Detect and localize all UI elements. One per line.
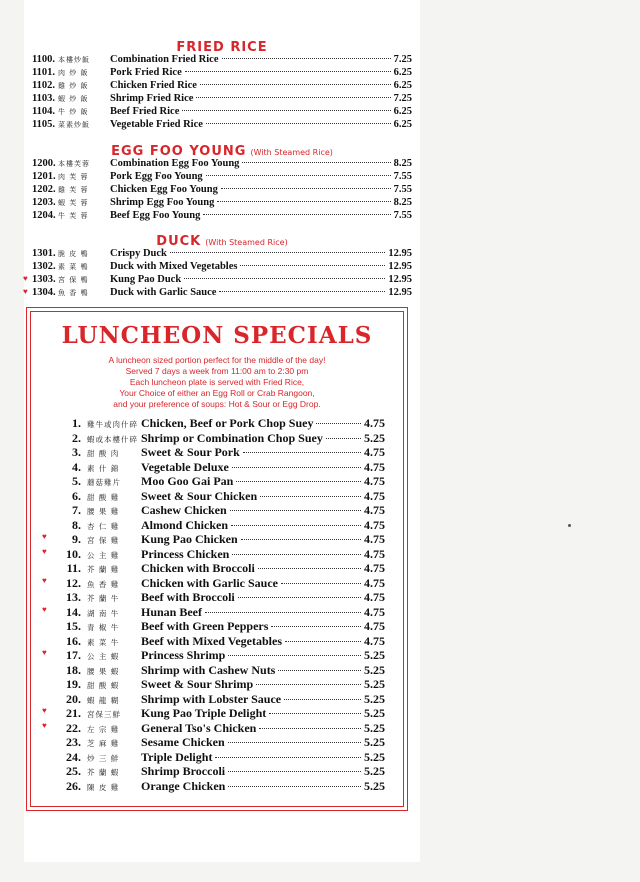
menu-item	[51, 416, 385, 431]
item-price: 4.75	[364, 561, 385, 575]
section-header	[24, 36, 420, 55]
menu-item	[42, 648, 385, 663]
item-chinese-name: 蝦 龍 糊	[87, 695, 120, 705]
section-note: (With Steamed Rice)	[205, 238, 288, 247]
fried-rice-section	[24, 36, 420, 130]
dot-leader	[196, 97, 390, 98]
item-name: Duck with Garlic Sauce	[110, 287, 217, 298]
item-price: 5.25	[364, 691, 385, 706]
item-chinese-name: 牛 芙 蓉	[58, 212, 89, 220]
intro-line: Your Choice of either an Egg Roll or Crab Rangoon,	[119, 388, 315, 398]
item-chinese-name: 蝦 芙 蓉	[58, 199, 89, 207]
dot-leader	[238, 597, 361, 598]
item-chinese-name: 蝦 炒 飯	[58, 95, 89, 103]
menu-item	[32, 67, 412, 80]
item-chinese-name: 牛 炒 飯	[58, 108, 89, 116]
dot-leader	[316, 423, 361, 424]
dot-leader	[230, 510, 361, 511]
item-chinese-name: 芥 蘭 蝦	[87, 768, 120, 777]
item-chinese-name: 宮 保 鴨	[58, 276, 89, 284]
item-chinese-name: 素 菜 牛	[87, 637, 120, 647]
menu-item	[32, 54, 412, 67]
menu-item	[51, 503, 385, 518]
menu-item	[32, 106, 412, 119]
fried-rice-list	[32, 54, 412, 132]
item-price: 4.75	[364, 532, 385, 546]
dot-leader	[260, 496, 361, 497]
section-header	[24, 230, 420, 249]
section-note: (With Steamed Rice)	[250, 148, 333, 157]
menu-item	[51, 518, 385, 533]
item-number: 1301.	[32, 248, 56, 259]
chili-pepper-icon: ♥	[42, 532, 47, 541]
menu-item	[32, 248, 412, 261]
section-title: EGG FOO YOUNG	[111, 144, 247, 159]
item-chinese-name: 甜 酸 蝦	[87, 681, 120, 690]
dot-leader	[203, 214, 390, 215]
item-name: Combination Egg Foo Young	[110, 158, 240, 169]
menu-item	[51, 692, 385, 707]
dot-leader	[232, 467, 361, 468]
item-price: 4.75	[364, 575, 385, 590]
dot-leader	[236, 481, 361, 482]
item-name: Hunan Beef	[141, 604, 203, 619]
item-number: 1201.	[32, 171, 56, 182]
duck-list	[23, 248, 412, 300]
item-price: 4.75	[364, 619, 385, 633]
item-name: Chicken, Beef or Pork Chop Suey	[141, 416, 314, 430]
item-name: Shrimp Broccoli	[141, 764, 226, 778]
item-price: 5.25	[364, 706, 385, 720]
luncheon-title: LUNCHEON SPECIALS	[61, 322, 373, 349]
item-chinese-name: 甜 酸 肉	[87, 449, 120, 458]
dot-leader	[241, 539, 361, 540]
item-number: 22.	[66, 720, 81, 735]
item-chinese-name: 腰 果 雞	[87, 507, 120, 516]
dot-leader	[215, 757, 361, 758]
item-number: 1105.	[32, 119, 56, 130]
dot-leader	[271, 626, 361, 627]
item-name: Sweet & Sour Pork	[141, 445, 240, 459]
item-name: Almond Chicken	[141, 517, 229, 532]
menu-item	[51, 750, 385, 765]
item-number: 11.	[66, 561, 81, 575]
item-price: 12.95	[388, 248, 412, 259]
item-chinese-name: 公 主 蝦	[87, 652, 120, 661]
item-name: Vegetable Fried Rice	[110, 119, 203, 130]
item-chinese-name: 素 什 錦	[87, 463, 120, 473]
dot-leader	[170, 252, 385, 253]
item-number: 7.	[72, 503, 81, 517]
menu-item	[32, 80, 412, 93]
menu-item	[32, 184, 412, 197]
item-number: 1202.	[32, 184, 56, 195]
dot-leader	[259, 728, 361, 729]
item-number: 18.	[66, 662, 81, 677]
item-number: 17.	[66, 648, 81, 662]
menu-item	[23, 274, 412, 287]
menu-item	[51, 445, 385, 460]
item-number: 23.	[66, 735, 81, 749]
item-name: Beef Fried Rice	[110, 106, 180, 117]
luncheon-list	[42, 416, 385, 793]
item-chinese-name: 青 椒 牛	[87, 623, 120, 632]
dot-leader	[221, 188, 391, 189]
item-price: 6.25	[393, 80, 412, 91]
chili-pepper-icon: ♥	[42, 706, 47, 715]
item-price: 4.75	[364, 488, 385, 503]
item-number: 24.	[66, 749, 81, 764]
item-name: Sesame Chicken	[141, 735, 225, 749]
item-chinese-name: 芥 蘭 雞	[87, 565, 120, 574]
item-price: 4.75	[364, 445, 385, 459]
item-price: 5.25	[364, 749, 385, 764]
menu-item	[32, 119, 412, 132]
dot-leader	[285, 641, 361, 642]
item-number: 8.	[72, 517, 81, 532]
item-number: 1200.	[32, 158, 56, 169]
item-price: 12.95	[388, 274, 412, 285]
item-price: 4.75	[364, 503, 385, 517]
item-chinese-name: 魚 香 雞	[87, 579, 120, 589]
dot-leader	[205, 612, 361, 613]
item-price: 4.75	[364, 590, 385, 604]
menu-item	[51, 431, 385, 446]
item-chinese-name: 左 宗 雞	[87, 724, 120, 734]
dot-leader	[242, 162, 390, 163]
menu-item	[51, 677, 385, 692]
dot-leader	[228, 786, 361, 787]
dot-leader	[228, 771, 361, 772]
item-name: Shrimp or Combination Chop Suey	[141, 430, 323, 445]
item-price: 5.25	[364, 735, 385, 749]
item-number: 21.	[66, 706, 81, 720]
item-name: Beef with Green Peppers	[141, 619, 269, 633]
item-price: 6.25	[393, 106, 412, 117]
item-name: Moo Goo Gai Pan	[141, 474, 234, 488]
item-price: 12.95	[388, 261, 412, 272]
item-name: Sweet & Sour Chicken	[141, 488, 258, 503]
dot-leader	[278, 670, 361, 671]
menu-item	[32, 171, 412, 184]
egg-foo-young-list	[32, 158, 412, 223]
item-price: 4.75	[364, 416, 385, 430]
dot-leader	[326, 438, 361, 439]
intro-line: A luncheon sized portion perfect for the middle of the day!	[108, 355, 326, 365]
dot-leader	[228, 742, 361, 743]
item-price: 5.25	[364, 720, 385, 735]
luncheon-specials-box	[30, 311, 404, 807]
item-chinese-name: 肉 炒 飯	[58, 69, 89, 77]
item-price: 6.25	[393, 67, 412, 78]
item-chinese-name: 杏 仁 雞	[87, 521, 120, 531]
item-number: 9.	[72, 532, 81, 546]
item-number: 25.	[66, 764, 81, 778]
item-price: 4.75	[364, 517, 385, 532]
chili-pepper-icon: ♥	[42, 648, 47, 657]
menu-item	[42, 532, 385, 547]
dot-leader	[232, 554, 361, 555]
item-name: Chicken with Broccoli	[141, 561, 255, 575]
item-name: Beef with Broccoli	[141, 590, 235, 604]
item-name: Chicken Fried Rice	[110, 80, 197, 91]
item-name: Vegetable Deluxe	[141, 459, 229, 474]
item-name: Pork Egg Foo Young	[110, 171, 203, 182]
chili-pepper-icon: ♥	[23, 287, 28, 296]
dot-leader	[185, 71, 391, 72]
item-chinese-name: 肉 芙 蓉	[58, 173, 89, 181]
dot-leader	[206, 175, 391, 176]
dot-leader	[200, 84, 391, 85]
item-name: Kung Pao Duck	[110, 274, 182, 285]
menu-item	[32, 158, 412, 171]
duck-section	[23, 230, 420, 298]
menu-item	[23, 287, 412, 300]
item-price: 6.25	[393, 119, 412, 130]
menu-item	[51, 590, 385, 605]
dot-leader	[206, 123, 391, 124]
item-name: Duck with Mixed Vegetables	[110, 261, 238, 272]
chili-pepper-icon: ♥	[42, 604, 47, 614]
item-price: 8.25	[393, 158, 412, 169]
item-number: 3.	[72, 445, 81, 459]
item-chinese-name: 芝 麻 雞	[87, 739, 120, 748]
item-price: 12.95	[388, 287, 412, 298]
item-number: 1204.	[32, 210, 56, 221]
item-number: 20.	[66, 691, 81, 706]
item-chinese-name: 炒 三 鮮	[87, 753, 120, 763]
item-chinese-name: 本樓炒飯	[58, 56, 90, 64]
item-name: Kung Pao Triple Delight	[141, 706, 267, 720]
item-number: 1103.	[32, 93, 56, 104]
item-number: 1.	[72, 416, 81, 430]
item-number: 5.	[72, 474, 81, 488]
item-number: 1104.	[32, 106, 56, 117]
item-price: 4.75	[364, 546, 385, 561]
item-name: Orange Chicken	[141, 778, 226, 793]
item-name: Pork Fried Rice	[110, 67, 182, 78]
dot-leader	[228, 655, 361, 656]
item-number: 13.	[66, 590, 81, 604]
item-chinese-name: 雞牛或肉什碎	[87, 420, 138, 429]
item-name: Crispy Duck	[110, 248, 167, 259]
dot-leader	[222, 58, 391, 59]
item-chinese-name: 腰 果 蝦	[87, 666, 120, 676]
section-header	[24, 140, 420, 159]
item-number: 12.	[66, 575, 81, 590]
item-chinese-name: 菜素炒飯	[58, 121, 90, 129]
menu-item	[42, 706, 385, 721]
dot-leader	[184, 278, 385, 279]
chili-pepper-icon: ♥	[42, 720, 47, 730]
dot-leader	[284, 699, 361, 700]
item-price: 4.75	[364, 474, 385, 488]
item-price: 7.25	[393, 54, 412, 65]
item-price: 5.25	[364, 764, 385, 778]
item-chinese-name: 宮 保 雞	[87, 536, 120, 545]
menu-item	[42, 546, 385, 562]
item-number: 2.	[72, 430, 81, 445]
item-name: Shrimp Fried Rice	[110, 93, 194, 104]
item-chinese-name: 本樓芙蓉	[58, 160, 90, 168]
item-price: 5.25	[364, 662, 385, 677]
item-price: 5.25	[364, 778, 385, 793]
item-name: Combination Fried Rice	[110, 54, 219, 65]
item-name: Kung Pao Chicken	[141, 532, 238, 546]
dot-leader	[256, 684, 361, 685]
item-number: 19.	[66, 677, 81, 691]
item-price: 5.25	[364, 677, 385, 691]
chili-pepper-icon: ♥	[42, 546, 47, 556]
item-chinese-name: 公 主 雞	[87, 550, 120, 560]
item-chinese-name: 陳 皮 雞	[87, 782, 120, 792]
item-name: Chicken with Garlic Sauce	[141, 575, 278, 590]
item-name: Beef with Mixed Vegetables	[141, 633, 282, 648]
menu-item	[32, 261, 412, 274]
menu-item	[51, 489, 385, 504]
dot-leader	[219, 291, 385, 292]
item-name: Shrimp with Cashew Nuts	[141, 662, 276, 677]
item-name: Shrimp Egg Foo Young	[110, 197, 215, 208]
item-number: 4.	[72, 459, 81, 474]
menu-item	[51, 779, 385, 794]
intro-line: Each luncheon plate is served with Fried Rice,	[129, 377, 305, 387]
chili-pepper-icon: ♥	[42, 575, 47, 585]
menu-item	[51, 735, 385, 750]
item-chinese-name: 芥 蘭 牛	[87, 594, 120, 603]
dot-leader	[182, 110, 390, 111]
item-number: 1302.	[32, 261, 56, 272]
chili-pepper-icon: ♥	[23, 274, 28, 283]
item-name: General Tso's Chicken	[141, 720, 257, 735]
section-title: DUCK	[156, 234, 202, 249]
dot-leader	[217, 201, 390, 202]
dot-leader	[269, 713, 361, 714]
speck	[568, 524, 571, 527]
item-name: Princess Chicken	[141, 546, 230, 561]
item-price: 5.25	[364, 648, 385, 662]
item-price: 5.25	[364, 430, 385, 445]
item-price: 4.75	[364, 604, 385, 619]
egg-foo-young-section	[24, 140, 420, 221]
item-price: 7.55	[393, 171, 412, 182]
item-number: 15.	[66, 619, 81, 633]
menu-item	[32, 210, 412, 223]
item-number: 1304.	[32, 287, 56, 298]
item-price: 7.55	[393, 184, 412, 195]
item-chinese-name: 甜 酸 雞	[87, 492, 120, 502]
item-price: 7.25	[393, 93, 412, 104]
dot-leader	[240, 265, 385, 266]
item-name: Princess Shrimp	[141, 648, 226, 662]
item-number: 1203.	[32, 197, 56, 208]
item-chinese-name: 雞 芙 蓉	[58, 186, 89, 194]
item-number: 1101.	[32, 67, 56, 78]
menu-item	[51, 663, 385, 678]
section-title: FRIED RICE	[176, 40, 268, 55]
item-name: Shrimp with Lobster Sauce	[141, 691, 282, 706]
luncheon-intro	[31, 355, 403, 410]
menu-item	[51, 460, 385, 475]
item-chinese-name: 素 菜 鴨	[58, 263, 89, 271]
item-name: Sweet & Sour Shrimp	[141, 677, 254, 691]
item-price: 4.75	[364, 633, 385, 648]
item-number: 10.	[66, 546, 81, 561]
item-number: 6.	[72, 488, 81, 503]
intro-line: and your preference of soups: Hot & Sour or Egg Drop.	[113, 399, 321, 409]
menu-item	[51, 619, 385, 634]
item-name: Chicken Egg Foo Young	[110, 184, 218, 195]
menu-item	[42, 720, 385, 736]
item-number: 16.	[66, 633, 81, 648]
menu-item	[51, 561, 385, 576]
item-chinese-name: 蝦或本樓什碎	[87, 434, 138, 444]
menu-item	[32, 197, 412, 210]
item-number: 1102.	[32, 80, 56, 91]
item-chinese-name: 脆 皮 鴨	[58, 250, 89, 258]
dot-leader	[231, 525, 361, 526]
item-name: Beef Egg Foo Young	[110, 210, 201, 221]
item-chinese-name: 湖 南 牛	[87, 608, 120, 618]
item-name: Cashew Chicken	[141, 503, 227, 517]
menu-item	[51, 634, 385, 649]
item-chinese-name: 雞 炒 飯	[58, 82, 89, 90]
item-chinese-name: 蘑菇雞片	[87, 478, 121, 487]
item-chinese-name: 魚 香 鴨	[58, 289, 89, 297]
menu-item	[32, 93, 412, 106]
item-number: 14.	[66, 604, 81, 619]
intro-line: Served 7 days a week from 11:00 am to 2:30 pm	[125, 366, 309, 376]
menu-item	[42, 575, 385, 591]
item-name: Triple Delight	[141, 749, 213, 764]
item-chinese-name: 宮保三鮮	[87, 710, 121, 719]
dot-leader	[281, 583, 361, 584]
menu-item	[51, 764, 385, 779]
menu-item	[42, 604, 385, 620]
item-price: 7.55	[393, 210, 412, 221]
item-number: 26.	[66, 778, 81, 793]
dot-leader	[243, 452, 361, 453]
item-price: 4.75	[364, 459, 385, 474]
item-number: 1303.	[32, 274, 56, 285]
dot-leader	[258, 568, 361, 569]
menu-item	[51, 474, 385, 489]
item-price: 8.25	[393, 197, 412, 208]
item-number: 1100.	[32, 54, 56, 65]
